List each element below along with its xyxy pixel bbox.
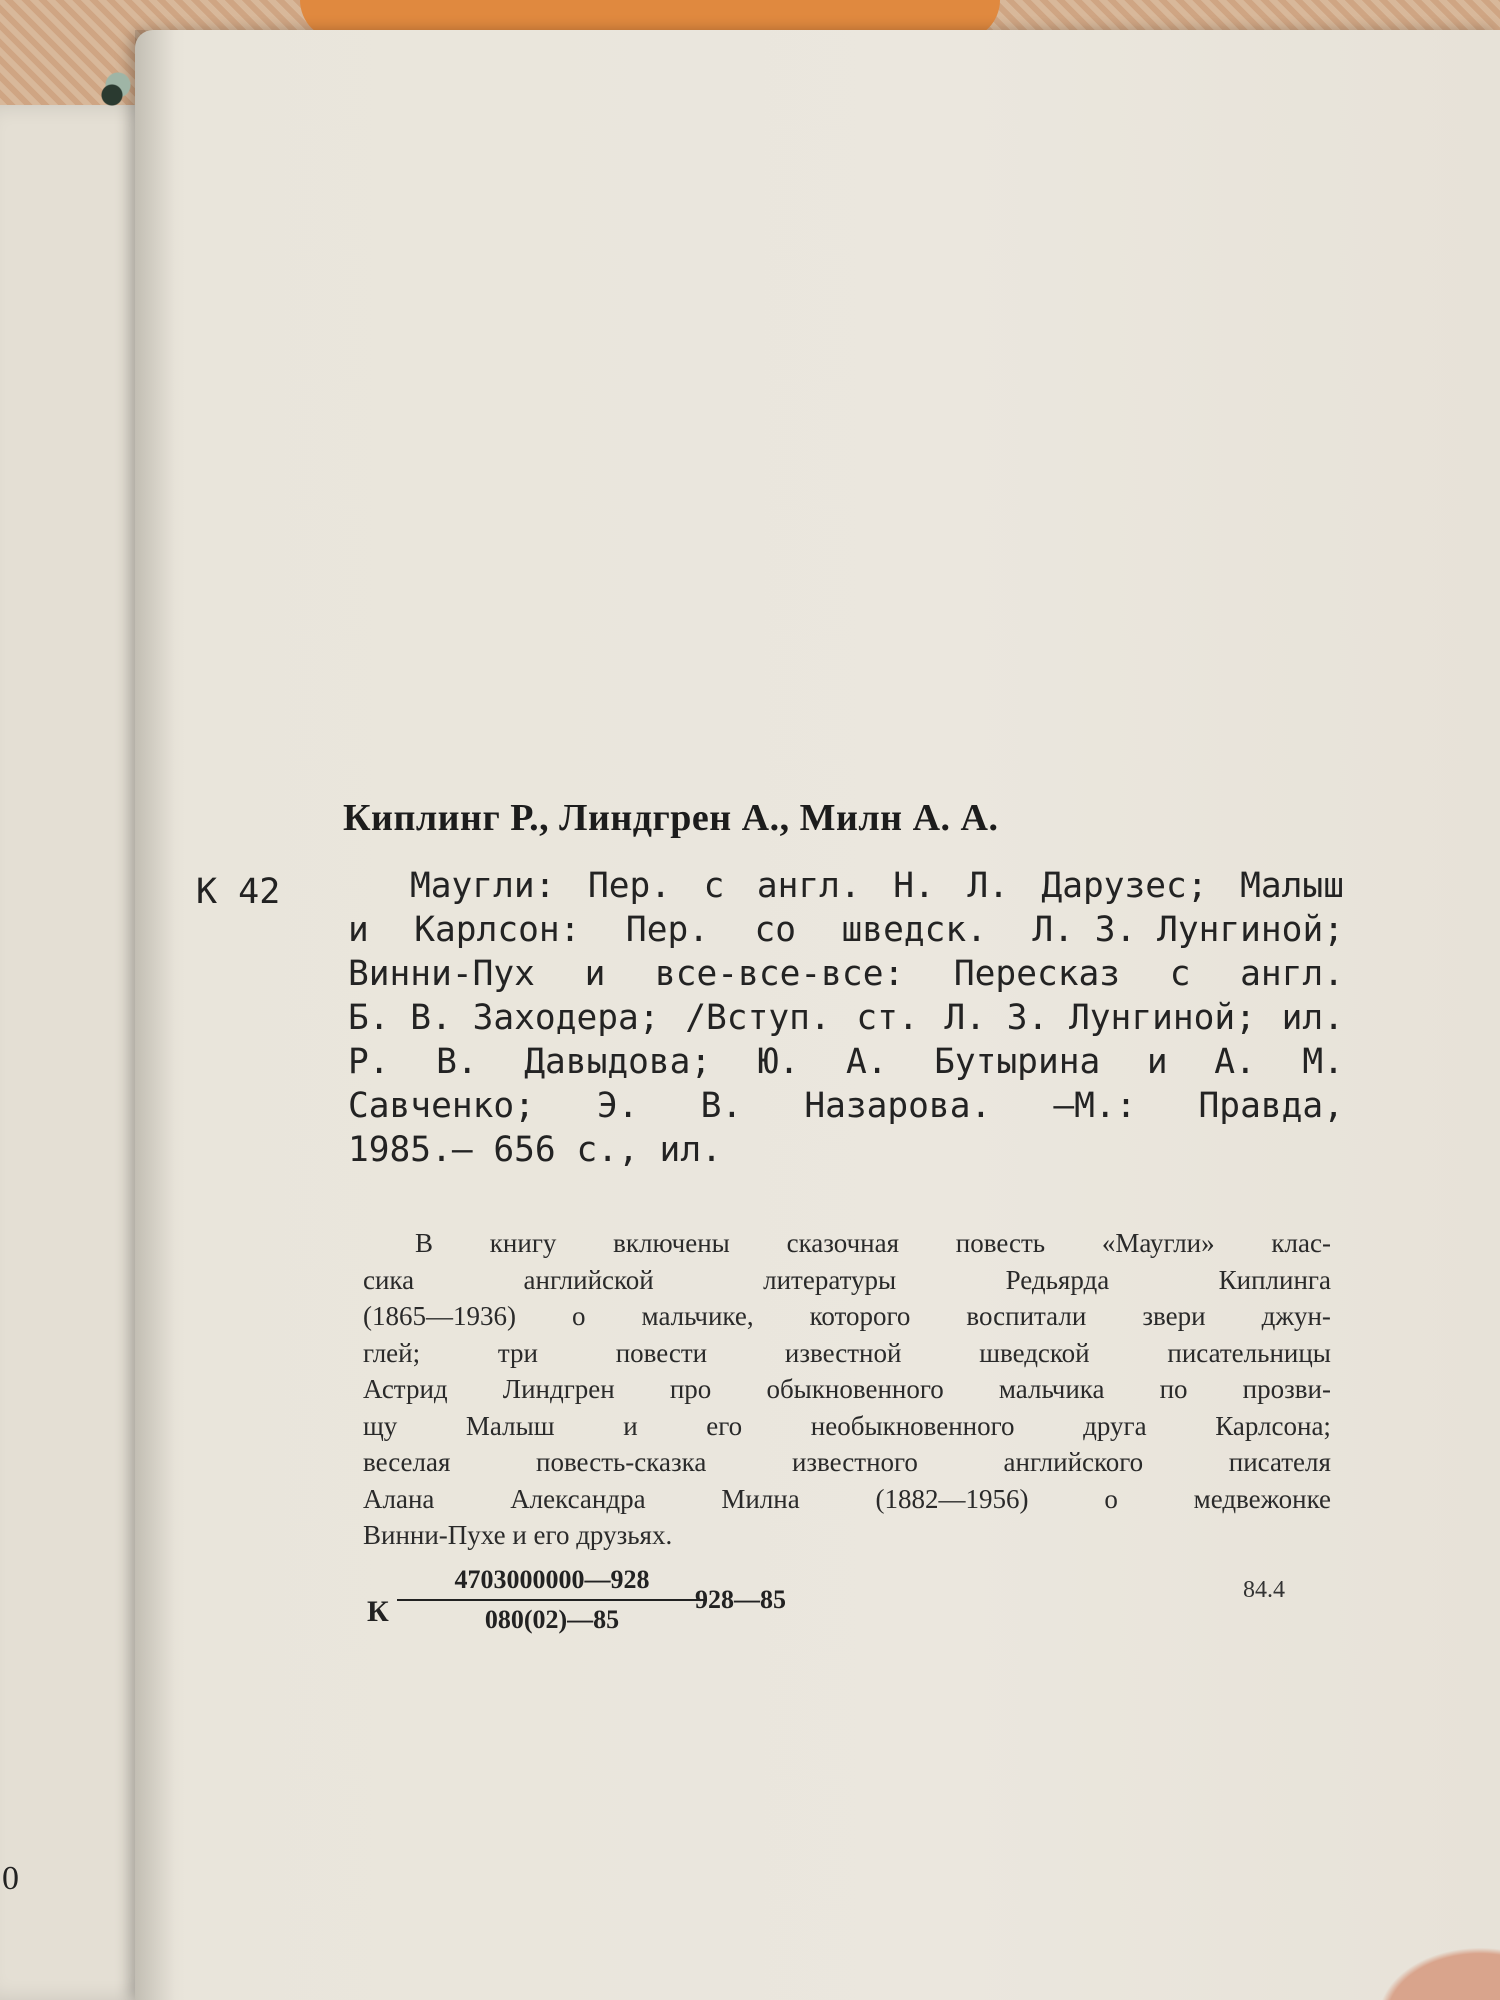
annotation-word: шведской bbox=[979, 1337, 1090, 1368]
annotation-word: глей; bbox=[363, 1337, 421, 1368]
biblio-line bbox=[348, 1084, 1344, 1128]
annotation-word: прозви- bbox=[1242, 1374, 1331, 1404]
index-denominator: 080(02)—85 bbox=[484, 1605, 620, 1634]
annotation-word: (1882—1956) bbox=[875, 1483, 1029, 1514]
biblio-word: Карлсон: bbox=[414, 910, 581, 950]
biblio-word: Савченко; bbox=[348, 1086, 535, 1126]
annotation-word: повесть bbox=[955, 1228, 1046, 1258]
annotation-word: необыкновенного bbox=[810, 1410, 1015, 1441]
biblio-word: Малыш bbox=[1240, 866, 1344, 906]
annotation-word: известной bbox=[784, 1337, 902, 1368]
biblio-word: Пер. bbox=[587, 866, 672, 906]
annotation-word: о bbox=[1104, 1483, 1118, 1514]
biblio-word: Пер. bbox=[625, 910, 710, 950]
annotation-word: английской bbox=[523, 1264, 654, 1295]
annotation-word: включены bbox=[613, 1228, 730, 1258]
biblio-word: ил. bbox=[1281, 998, 1344, 1038]
annotation-word: Киплинга bbox=[1218, 1264, 1331, 1295]
annotation-word: звери bbox=[1142, 1301, 1206, 1331]
annotation-word: веселая bbox=[363, 1447, 451, 1477]
biblio-word: В. bbox=[436, 1042, 478, 1082]
annotation-line bbox=[363, 1408, 1331, 1445]
annotation-word: английского bbox=[1003, 1447, 1144, 1477]
annotation-word: друга bbox=[1083, 1410, 1147, 1441]
annotation-word: книгу bbox=[489, 1228, 557, 1258]
annotation-line bbox=[363, 1298, 1331, 1335]
annotation-word: Александра bbox=[510, 1483, 646, 1514]
biblio-word: Давыдова; bbox=[524, 1042, 712, 1082]
annotation-word: клас- bbox=[1271, 1228, 1331, 1258]
biblio-word: Маугли: bbox=[410, 866, 556, 906]
biblio-word: —М.: bbox=[1053, 1086, 1137, 1126]
annotation-word: про bbox=[669, 1374, 712, 1404]
biblio-word: Винни-Пух bbox=[348, 954, 535, 994]
annotation-word: писательницы bbox=[1167, 1337, 1331, 1368]
biblio-line bbox=[348, 996, 1344, 1040]
biblio-word: В. bbox=[700, 1086, 743, 1126]
index-numerator: 4703000000—928 bbox=[397, 1565, 707, 1601]
annotation-text bbox=[363, 1225, 1331, 1554]
annotation-word: мальчика bbox=[998, 1374, 1105, 1404]
biblio-word: М. bbox=[1302, 1042, 1344, 1082]
annotation-word: В bbox=[415, 1228, 434, 1258]
author-mark-code: К 42 bbox=[196, 872, 281, 912]
biblio-word: Ю. bbox=[757, 1042, 800, 1082]
biblio-word: А. bbox=[845, 1042, 888, 1082]
annotation-line bbox=[363, 1444, 1331, 1481]
annotation-word: Редьярда bbox=[1005, 1264, 1110, 1295]
authors-heading: Киплинг Р., Линдгрен А., Милн А. А. bbox=[343, 797, 999, 839]
biblio-word: А. bbox=[1214, 1042, 1256, 1082]
annotation-word: джун- bbox=[1261, 1301, 1331, 1331]
annotation-word: Карлсона; bbox=[1215, 1410, 1331, 1441]
annotation-word: сика bbox=[363, 1264, 415, 1295]
biblio-word: Бутырина bbox=[934, 1042, 1101, 1082]
index-letter: К bbox=[367, 1595, 389, 1628]
annotation-word: его bbox=[706, 1410, 743, 1441]
biblio-word: и bbox=[1146, 1042, 1168, 1082]
biblio-word: /Вступ. bbox=[685, 998, 831, 1038]
annotation-line bbox=[363, 1481, 1331, 1518]
annotation-line bbox=[363, 1335, 1331, 1372]
biblio-word: со bbox=[754, 910, 797, 950]
biblio-word: все-все-все: bbox=[655, 954, 905, 994]
index-fraction bbox=[397, 1565, 707, 1635]
biblio-line bbox=[348, 908, 1344, 952]
biblio-word: 1985.— 656 с., ил. bbox=[348, 1130, 722, 1170]
biblio-word: с bbox=[703, 866, 725, 906]
annotation-line bbox=[363, 1517, 1331, 1554]
annotation-word: Линдгрен bbox=[502, 1374, 615, 1404]
annotation-word: повести bbox=[615, 1337, 708, 1368]
biblio-word: Правда, bbox=[1198, 1086, 1344, 1126]
annotation-word: Малыш bbox=[465, 1410, 555, 1441]
annotation-word: щу bbox=[363, 1410, 398, 1441]
annotation-word: три bbox=[497, 1337, 538, 1368]
annotation-line bbox=[363, 1262, 1331, 1299]
biblio-word: Дарузес; bbox=[1041, 866, 1208, 906]
biblio-word: англ. bbox=[756, 866, 861, 906]
annotation-word: (1865—1936) bbox=[363, 1301, 516, 1331]
biblio-line bbox=[348, 1040, 1344, 1084]
annotation-word: Алана bbox=[363, 1483, 435, 1514]
biblio-word: Л. bbox=[967, 866, 1009, 906]
left-page-text-fragment: 0 bbox=[2, 1860, 19, 1897]
biblio-word: и bbox=[348, 910, 369, 950]
annotation-word: писателя bbox=[1228, 1447, 1331, 1477]
biblio-word: шведск. bbox=[841, 910, 987, 950]
annotation-word: «Маугли» bbox=[1101, 1228, 1215, 1258]
biblio-word: ст. bbox=[856, 998, 919, 1038]
annotation-word: литературы bbox=[763, 1264, 897, 1295]
annotation-word: Милна bbox=[721, 1483, 800, 1514]
biblio-word: Н. bbox=[893, 866, 935, 906]
biblio-word: англ. bbox=[1240, 954, 1344, 994]
finger bbox=[1360, 1935, 1500, 2000]
annotation-word: и bbox=[623, 1410, 638, 1441]
annotation-word: медвежонке bbox=[1193, 1483, 1331, 1514]
biblio-word: Л. З. Лунгиной; bbox=[1032, 910, 1344, 950]
biblio-line bbox=[348, 1128, 1344, 1172]
annotation-word: известного bbox=[791, 1447, 918, 1477]
annotation-word: воспитали bbox=[966, 1301, 1087, 1331]
biblio-word: Л. З. Лунгиной; bbox=[944, 998, 1256, 1038]
biblio-word: с bbox=[1169, 954, 1191, 994]
annotation-line bbox=[363, 1371, 1331, 1408]
annotation-word: которого bbox=[809, 1301, 911, 1331]
bbk-classification: 84.4 bbox=[1243, 1577, 1285, 1603]
biblio-word: Назарова. bbox=[804, 1086, 992, 1126]
annotation-word: повесть-сказка bbox=[536, 1447, 707, 1477]
annotation-word: обыкновенного bbox=[766, 1374, 944, 1404]
biblio-line bbox=[348, 952, 1344, 996]
biblio-word: Э. bbox=[597, 1086, 639, 1126]
biblio-word: и bbox=[584, 954, 606, 994]
annotation-word: о bbox=[572, 1301, 586, 1331]
bibliographic-record bbox=[348, 864, 1344, 1172]
annotation-word: сказочная bbox=[786, 1228, 900, 1258]
biblio-line bbox=[348, 864, 1344, 908]
biblio-word: Р. bbox=[348, 1042, 390, 1082]
biblio-word: Пересказ bbox=[953, 954, 1121, 994]
annotation-word: Астрид bbox=[363, 1374, 448, 1404]
annotation-word: мальчике, bbox=[641, 1301, 754, 1331]
biblio-word: Б. В. Заходера; bbox=[348, 998, 660, 1038]
annotation-line bbox=[363, 1225, 1331, 1262]
annotation-word: по bbox=[1159, 1374, 1188, 1404]
annotation-word: Винни-Пухе и его друзьях. bbox=[363, 1520, 673, 1550]
index-number: 928—85 bbox=[695, 1585, 786, 1614]
